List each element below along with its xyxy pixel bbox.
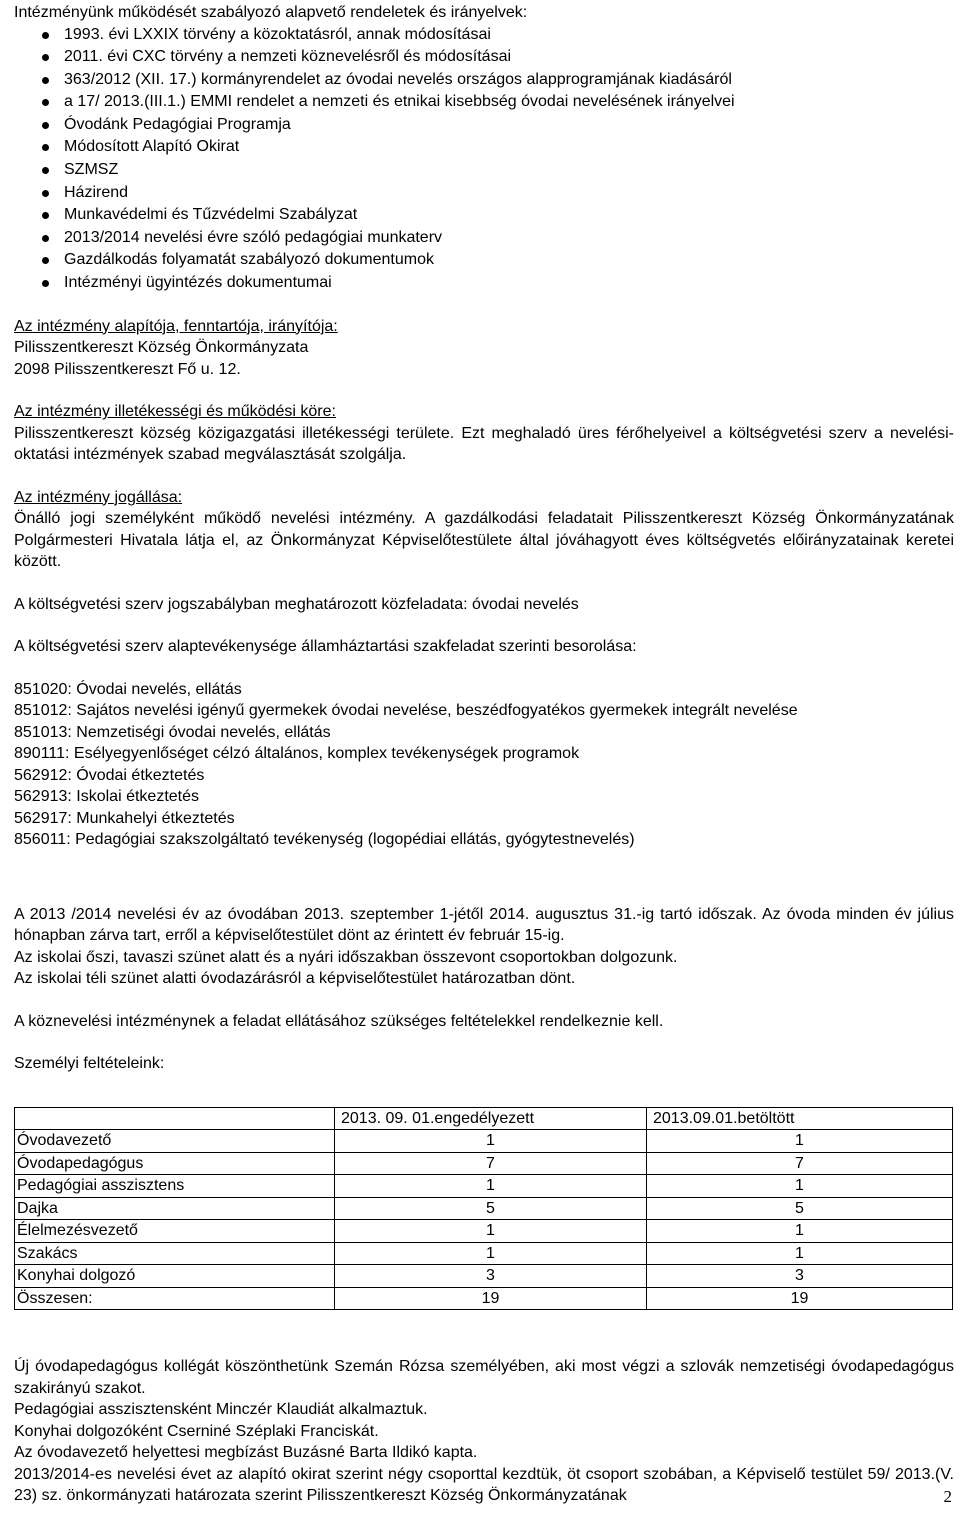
legal-status-heading: Az intézmény jogállása: <box>14 488 183 506</box>
table-cell: 1 <box>647 1220 953 1243</box>
table-cell: Óvodapedagógus <box>15 1152 335 1175</box>
list-item: 2011. évi CXC törvény a nemzeti köznevelésről és módosításai <box>42 46 954 69</box>
list-item: 562913: Iskolai étkeztetés <box>14 788 200 806</box>
founder-heading: Az intézmény alapítója, fenntartója, irányítója: <box>14 317 338 335</box>
activity-codes-list <box>14 679 954 851</box>
bullet-icon <box>42 212 49 219</box>
table-cell: 1 <box>335 1175 647 1198</box>
document-page <box>14 0 954 1507</box>
table-header-cell: 2013. 09. 01.engedélyezett <box>335 1107 647 1130</box>
bullet-icon <box>42 122 49 129</box>
founder-address: 2098 Pilisszentkereszt Fő u. 12. <box>14 360 241 378</box>
holiday-text: Az iskolai őszi, tavaszi szünet alatt és a nyári időszakban összevont csoportokban dolgozunk. <box>14 948 678 966</box>
list-item: 851013: Nemzetiségi óvodai nevelés, ellátás <box>14 723 331 741</box>
bullet-icon <box>42 235 49 242</box>
new-colleague-text: Új óvodapedagógus kollégát köszönthetünk Szemán Rózsa személyében, aki most végzi a szlovák nemzetiségi óvodapedagógus szakirányú szakot. <box>14 1358 954 1397</box>
table-header-row <box>15 1107 953 1130</box>
bullet-icon <box>42 280 49 287</box>
bullet-icon <box>42 144 49 151</box>
groups-text: 2013/2014-es nevelési évet az alapító okirat szerint négy csoporttal kezdtük, öt csoport szobában, a Képviselő testület 59/ 2013.(V. 23) sz. önkormányzati határozata szerint Pilisszentkereszt Község Önkormányzatának <box>14 1465 954 1505</box>
list-item: Óvodánk Pedagógiai Programja <box>42 114 954 137</box>
table-cell: 7 <box>335 1152 647 1175</box>
list-item: 1993. évi LXXIX törvény a közoktatásról, annak módosításai <box>42 24 954 47</box>
table-row <box>15 1242 953 1265</box>
table-cell: 1 <box>335 1220 647 1243</box>
legal-status-text: Önálló jogi személyként működő nevelési intézmény. A gazdálkodási feladatait Pilisszentkereszt Község Önkormányzatának Polgármesteri Hivatala látja el, az Önkormányzat Képviselőtestülete által jóváhagyott éves költségvetés előirányzatainak keretei között. <box>14 510 954 571</box>
staff-table <box>14 1107 953 1311</box>
winter-break-text: Az iskolai téli szünet alatti óvodazárásról a képviselőtestület határozatban dönt. <box>14 970 576 988</box>
list-item: 856011: Pedagógiai szakszolgáltató tevékenység (logopédiai ellátás, gyógytestnevelés) <box>14 831 635 849</box>
table-cell: 1 <box>335 1242 647 1265</box>
table-cell: 5 <box>647 1197 953 1220</box>
school-year-text: A 2013 /2014 nevelési év az óvodában 2013. szeptember 1-jétől 2014. augusztus 31.-ig tartó időszak. Az óvoda minden év július hónapban zárva tart, erről a képviselőtestület dönt az érintett év február 15-ig. <box>14 905 954 945</box>
list-item: SZMSZ <box>42 159 954 182</box>
list-item: Intézményi ügyintézés dokumentumai <box>42 272 954 295</box>
table-row <box>15 1152 953 1175</box>
table-cell: 3 <box>335 1265 647 1288</box>
jurisdiction-text: Pilisszentkereszt község közigazgatási illetékességi területe. Ezt meghaladó üres férőhelyeivel a költségvetési szerv a nevelési- oktatási intézmények szabad megválasztását szolgálja. <box>14 424 954 464</box>
list-item: 851012: Sajátos nevelési igényű gyermekek óvodai nevelése, beszédfogyatékos gyermekek integrált nevelése <box>14 702 798 720</box>
bullet-icon <box>42 32 49 39</box>
list-item: a 17/ 2013.(III.1.) EMMI rendelet a nemzeti és etnikai kisebbség óvodai nevelésének irányelvei <box>42 91 954 114</box>
list-item: Módosított Alapító Okirat <box>42 136 954 159</box>
classification-heading: A költségvetési szerv alaptevékenysége államháztartási szakfeladat szerinti besorolása: <box>14 638 637 656</box>
list-item: 363/2012 (XII. 17.) kormányrendelet az óvodai nevelés országos alapprogramjának kiadásáról <box>42 69 954 92</box>
bullet-icon <box>42 257 49 264</box>
list-item: 890111: Esélyegyenlőséget célzó általános, komplex tevékenységek programok <box>14 745 580 763</box>
bullet-icon <box>42 54 49 61</box>
intro-text: Intézményünk működését szabályozó alapvető rendeletek és irányelvek: <box>14 4 528 21</box>
personnel-heading: Személyi feltételeink: <box>14 1055 165 1073</box>
table-row <box>15 1265 953 1288</box>
table-cell: 19 <box>647 1287 953 1310</box>
table-row <box>15 1197 953 1220</box>
bullet-icon <box>42 167 49 174</box>
table-row <box>15 1130 953 1153</box>
deputy-text: Az óvodavezető helyettesi megbízást Buzásné Barta Ildikó kapta. <box>14 1444 478 1462</box>
table-cell: 5 <box>335 1197 647 1220</box>
founder-name: Pilisszentkereszt Község Önkormányzata <box>14 339 309 357</box>
table-cell: 7 <box>647 1152 953 1175</box>
table-cell: 19 <box>335 1287 647 1310</box>
bullet-icon <box>42 99 49 106</box>
table-cell: Dajka <box>15 1197 335 1220</box>
table-cell: Összesen: <box>15 1287 335 1310</box>
table-cell: Élelmezésvezető <box>15 1220 335 1243</box>
list-item: Munkavédelmi és Tűzvédelmi Szabályzat <box>42 204 954 227</box>
table-cell: 3 <box>647 1265 953 1288</box>
table-header-cell: 2013.09.01.betöltött <box>647 1107 953 1130</box>
list-item: 2013/2014 nevelési évre szóló pedagógiai munkaterv <box>42 227 954 250</box>
table-cell: Óvodavezető <box>15 1130 335 1153</box>
table-cell: 1 <box>647 1175 953 1198</box>
table-cell: Konyhai dolgozó <box>15 1265 335 1288</box>
kitchen-staff-text: Konyhai dolgozóként Cserniné Széplaki Franciskát. <box>14 1422 379 1440</box>
table-cell: 1 <box>647 1130 953 1153</box>
table-cell: 1 <box>647 1242 953 1265</box>
list-item: Gazdálkodás folyamatát szabályozó dokumentumok <box>42 249 954 272</box>
assistant-text: Pedagógiai asszisztensként Minczér Klaudiát alkalmaztuk. <box>14 1401 428 1419</box>
regulations-list <box>14 24 954 295</box>
jurisdiction-heading: Az intézmény illetékességi és működési köre: <box>14 403 336 421</box>
list-item: 562917: Munkahelyi étkeztetés <box>14 809 235 827</box>
table-cell: 1 <box>335 1130 647 1153</box>
table-header-cell <box>15 1107 335 1130</box>
table-row-total <box>15 1287 953 1310</box>
page-number: 2 <box>943 1486 952 1506</box>
table-cell: Szakács <box>15 1242 335 1265</box>
list-item: 562912: Óvodai étkeztetés <box>14 766 205 784</box>
list-item: 851020: Óvodai nevelés, ellátás <box>14 680 242 698</box>
bullet-icon <box>42 77 49 84</box>
table-row <box>15 1220 953 1243</box>
list-item: Házirend <box>42 182 954 205</box>
requirement-text: A köznevelési intézménynek a feladat ellátásához szükséges feltételekkel rendelkeznie kell. <box>14 1012 664 1030</box>
table-cell: Pedagógiai asszisztens <box>15 1175 335 1198</box>
bullet-icon <box>42 190 49 197</box>
public-task-text: A költségvetési szerv jogszabályban meghatározott közfeladata: óvodai nevelés <box>14 595 579 613</box>
table-row <box>15 1175 953 1198</box>
